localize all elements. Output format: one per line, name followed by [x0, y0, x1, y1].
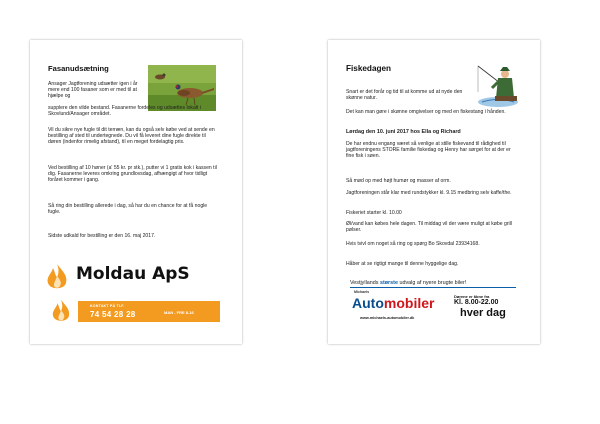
ad-divider [350, 287, 516, 288]
left-paragraph-1b: supplere den vilde bestand. Fasanerne fordeles og udsættes lokalt i Skovlund/Ansager området. [48, 105, 201, 117]
left-paragraph-1: Ansager Jagtforening udsætter igen i år mere end 100 fasaner som er med til at hjælpe og [48, 81, 138, 99]
ad-brand-mobiler: mobiler [383, 295, 435, 311]
right-paragraph-10: Håber at se rigtigt mange til denne hyggelige dag. [346, 261, 459, 267]
right-paragraph-5: Så mød op med højt humør og masser af orm. [346, 178, 451, 184]
right-paragraph-1: Snart er det forår og tid til at komme ud at nyde den skønne natur. [346, 89, 463, 101]
event-date-line: Lørdag den 10. juni 2017 hos Ella og Richard [346, 129, 461, 135]
contact-box [78, 301, 220, 322]
right-paragraph-6: Jagtforeningen står klar med rundstykker kl. 9.15 medbring selv kaffe/the. [346, 190, 512, 196]
ad-small-brand: Michaels [354, 290, 370, 294]
ad-hours: Kl. 8.00-22.00 [454, 299, 499, 306]
fasan-title: Fasanudsætning [48, 64, 109, 73]
ad-url: www.michaels-automobiler.dk [360, 316, 415, 320]
fisherman-illustration [476, 62, 520, 108]
moldau-contact-bar [42, 298, 234, 324]
right-paragraph-4: De har endnu engang været så venlige at stille fiskevand til rådighed til jagtforeningens STORE familie fiskedag og Henry har sørget for at der er fine fisk i søen. [346, 141, 511, 159]
left-paragraph-3: Ved bestilling af 10 høner (a' 55 kr. pr stk.), putter vi 1 gratis kok i kassen til dig. Fasanerne leveres omkring grundlovsdag, afhængigt af hvor tidligt foråret kommer i gang. [48, 165, 217, 183]
right-page [328, 40, 540, 344]
contact-phone: 74 54 28 28 [90, 310, 136, 319]
flame-icon [42, 262, 72, 292]
right-paragraph-9: Hvis tvivl om noget så ring og spørg Bo Skovdal 23934168. [346, 241, 480, 247]
contact-hours: MAN - FRE 8-16 [164, 310, 194, 315]
ad-tagline [350, 280, 466, 286]
ad-open-label: Dørene er åbne fra [454, 294, 490, 299]
right-paragraph-8: Øl/vand kan købes hele dagen. Til middag vil der være muligt at købe grill pølser. [346, 221, 512, 233]
right-paragraph-2: Det kan man gøre i skønne omgivelser og med en fiskestang i hånden. [346, 109, 506, 115]
automobiler-ad [346, 278, 526, 330]
left-paragraph-4: Så ring din bestilling allerede i dag, så har du en chance for at få nogle fugle. [48, 203, 208, 215]
moldau-brand-name: Moldau ApS [76, 264, 190, 284]
right-paragraph-7: Fiskeriet starter kl. 10.00 [346, 210, 402, 216]
ad-brand [352, 295, 434, 311]
left-page [30, 40, 242, 344]
ad-tagline-pre: Vestjyllands [350, 280, 380, 286]
flame-icon [48, 298, 74, 324]
left-paragraph-5: Sidste udkald for bestilling er den 16. maj 2017. [48, 233, 156, 239]
ad-tagline-post: udvalg af nyere brugte biler! [397, 280, 467, 286]
ad-tagline-highlight: største [379, 280, 398, 286]
ad-days: hver dag [460, 307, 506, 319]
left-paragraph-2: Vil du sikre nye fugle til dit terræn, kan du også selv købe ved at sende en bestilling af sted til undertegnede. Du vil få leveret dine fugle direkte til døren (indenfor rimelig afstand), til en meget fordelagtig pris. [48, 127, 215, 145]
fiske-title: Fiskedagen [346, 64, 392, 73]
contact-label: KONTAKT PÅ TLF. [90, 304, 125, 308]
ad-brand-auto: Auto [352, 295, 384, 311]
moldau-logo [42, 262, 232, 292]
